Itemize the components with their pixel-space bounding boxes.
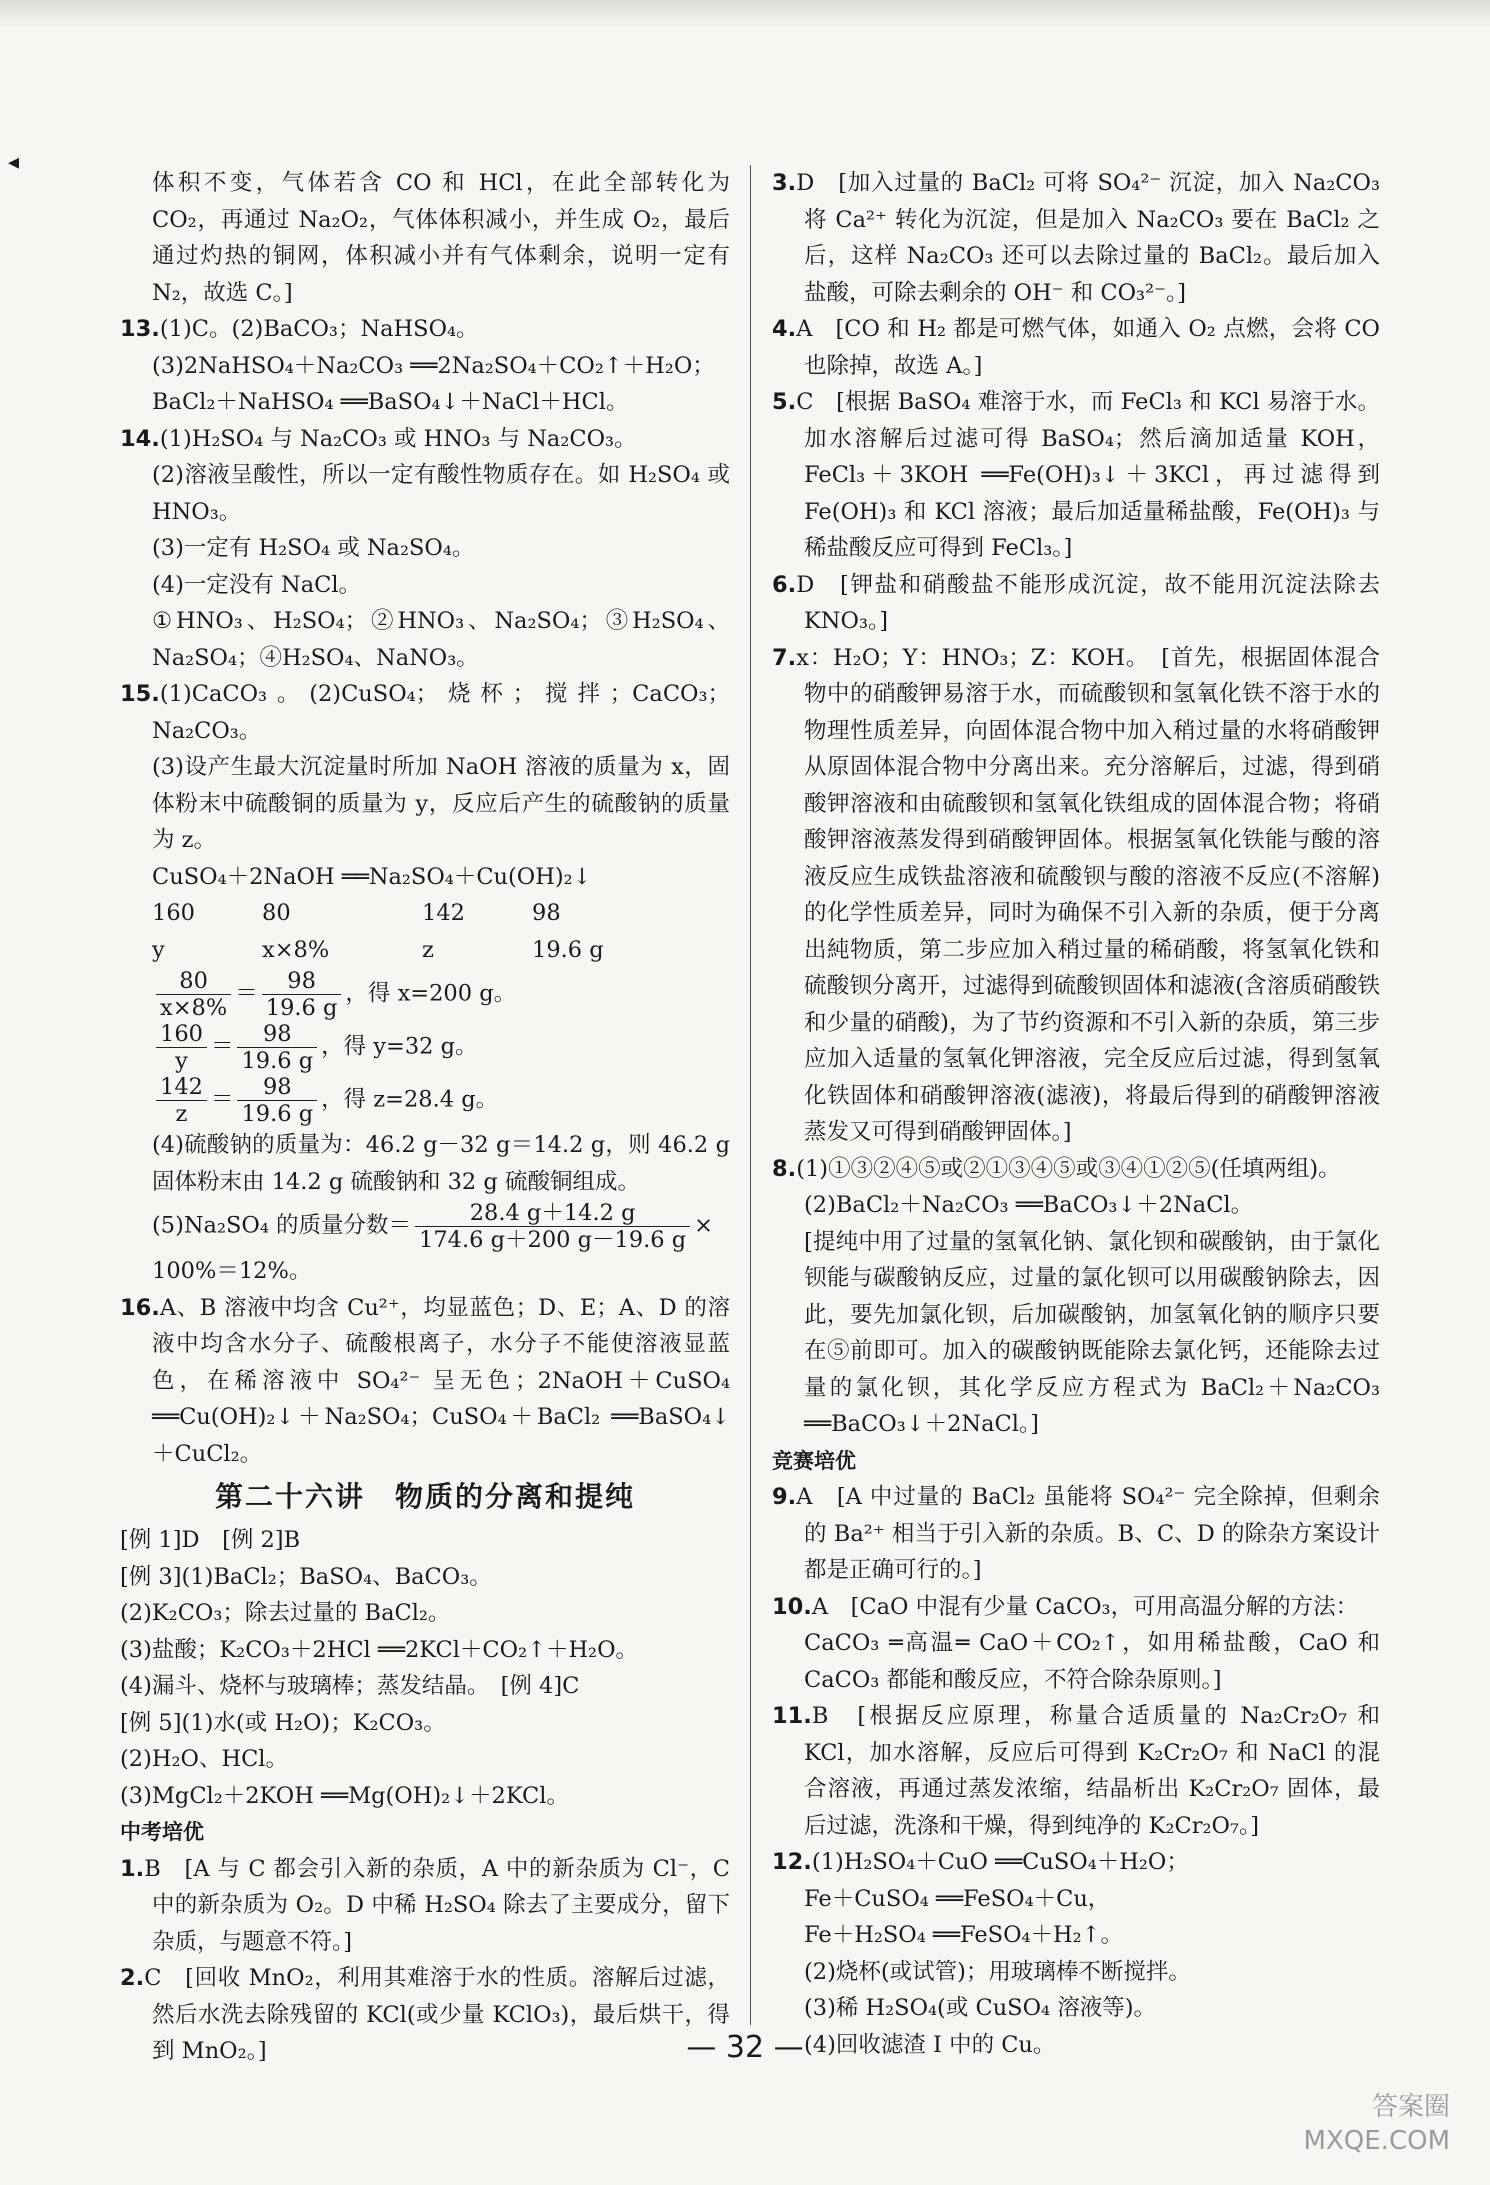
- fraction: $\frac{160}{y}$: [156, 1021, 207, 1074]
- answer-line: (3)一定有 H₂SO₄ 或 Na₂SO₄。: [152, 535, 475, 561]
- answer-number: 15.: [120, 681, 160, 707]
- answer-number: 5.: [772, 389, 797, 415]
- answer-text: (1)CaCO₃。(2)CuSO₄；烧杯；搅拌；CaCO₃；Na₂CO₃。: [152, 681, 730, 744]
- answer-text: A [CO 和 H₂ 都是可燃气体，如通入 O₂ 点燃，会将 CO 也除掉，故选 A。]: [796, 316, 1380, 379]
- subheading-jingsai: 竞赛培优: [772, 1448, 856, 1473]
- answer-text: D [钾盐和硝酸盐不能形成沉淀，故不能用沉淀法除去 KNO₃。]: [796, 571, 1380, 634]
- answer-4: [772, 311, 1380, 384]
- left-column: [120, 165, 730, 2070]
- answer-text: A [A 中过量的 BaCl₂ 虽能将 SO₄²⁻ 完全除掉，但剩余的 Ba²⁺ 相当于引入新的杂质。B、C、D 的除杂方案设计都是正确可行的。]: [796, 1484, 1380, 1583]
- fraction: $\frac{80}{x\times 8\%}$: [156, 968, 231, 1021]
- fraction-result: ，得 y=32 g。: [321, 1033, 478, 1060]
- answer-z1: [120, 1851, 730, 1961]
- fraction-result: ，得 z=28.4 g。: [321, 1086, 499, 1113]
- answer-text: B [A 与 C 都会引入新的杂质，A 中的新杂质为 Cl⁻，C 中的新杂质为 O₂。D 中稀 H₂SO₄ 除去了主要成分，留下杂质，与题意不符。]: [144, 1855, 730, 1955]
- answer-number: 16.: [120, 1294, 160, 1321]
- answer-9: [772, 1479, 1380, 1589]
- fraction: $\frac{98}{19.6 g}$: [237, 1021, 317, 1074]
- answer-11: [772, 1698, 1380, 1844]
- scan-edge: [0, 0, 1490, 28]
- answer-14: [120, 421, 730, 458]
- answer-6: [772, 567, 1380, 640]
- answer-text: D [加入过量的 BaCl₂ 可将 SO₄²⁻ 沉淀，加入 Na₂CO₃ 将 Ca²⁺ 转化为沉淀，但是加入 Na₂CO₃ 要在 BaCl₂ 之后，这样 Na₂CO₃ 还可以去除过量的 BaCl₂。最后加入盐酸，可除去剩余的 OH⁻ 和 CO₃²⁻。]: [796, 170, 1380, 306]
- answer-line: Fe＋H₂SO₄ ══FeSO₄＋H₂↑。: [804, 1922, 1124, 1948]
- answer-number: 14.: [120, 425, 160, 452]
- answer-text: C [根据 BaSO₄ 难溶于水，而 FeCl₃ 和 KCl 易溶于水。加水溶解后过滤可得 BaSO₄；然后滴加适量 KOH，FeCl₃＋3KOH ══Fe(OH)₃↓＋3KCl，再过滤得到 Fe(OH)₃ 和 KCl 溶液；最后加适量稀盐酸，Fe(OH)₃ 与稀盐酸反应可得到 FeCl₃。]: [796, 389, 1380, 561]
- fraction: $\frac{98}{19.6 g}$: [262, 968, 342, 1021]
- fraction-equation-3: $\frac{142}{z}$ ＝ $\frac{98}{19.6 g}$ ，得 z=28.4 g。: [120, 1074, 730, 1127]
- answer-line: BaCl₂＋NaHSO₄ ══BaSO₄↓＋NaCl＋HCl。: [152, 389, 629, 415]
- ratio-cell: y: [152, 936, 165, 963]
- answer-number: 1.: [120, 1855, 145, 1882]
- example-line: [例 3](1)BaCl₂；BaSO₄、BaCO₃。: [120, 1563, 492, 1590]
- answer-line: Fe＋CuSO₄ ══FeSO₄＋Cu，: [804, 1885, 1111, 1912]
- answer-number: 8.: [772, 1155, 797, 1182]
- example-line: [例 5](1)水(或 H₂O)；K₂CO₃。: [120, 1709, 446, 1736]
- margin-arrow-icon: ◂: [8, 150, 20, 175]
- answer-12: [772, 1844, 1380, 1881]
- answer-line: (2)溶液呈酸性，所以一定有酸性物质存在。如 H₂SO₄ 或 HNO₃。: [152, 462, 730, 525]
- ratio-cell: z: [422, 936, 434, 963]
- column-divider: [750, 165, 751, 2025]
- example-line: (4)漏斗、烧杯与玻璃棒；蒸发结晶。 [例 4]C: [120, 1673, 580, 1699]
- answer-line: (3)2NaHSO₄＋Na₂CO₃ ══2Na₂SO₄＋CO₂↑＋H₂O；: [152, 352, 715, 379]
- answer-number: 4.: [772, 316, 797, 342]
- subheading-zhongkao: 中考培优: [120, 1820, 204, 1844]
- answer-line: 100%＝12%。: [152, 1258, 312, 1284]
- answer-number: 2.: [120, 1965, 145, 1991]
- mass-ratio-row: [120, 932, 730, 969]
- ratio-cell: 80: [262, 900, 291, 926]
- answer-line: [提纯中用了过量的氢氧化钠、氯化钡和碳酸钠，由于氯化钡能与碳酸钠反应，过量的氯化钡可以用碳酸钠除去，因此，要先加氯化钡，后加碳酸钠，加氢氧化钠的顺序只要在⑤前即可。加入的碳酸钠既能除去氯化钙，还能除去过量的氯化钡，其化学反应方程式为 BaCl₂＋Na₂CO₃ ══BaCO₃↓＋2NaCl。]: [804, 1228, 1380, 1437]
- answer-line: (2)BaCl₂＋Na₂CO₃ ══BaCO₃↓＋2NaCl。: [804, 1192, 1254, 1218]
- equation: CuSO₄＋2NaOH ══Na₂SO₄＋Cu(OH)₂↓: [152, 863, 592, 890]
- ratio-cell: 19.6 g: [532, 936, 604, 963]
- fraction-result: ，得 x=200 g。: [345, 980, 517, 1007]
- answer-line: (3)设产生最大沉淀量时所加 NaOH 溶液的质量为 x，固体粉末中硫酸铜的质量为 y，反应后产生的硫酸钠的质量为 z。: [152, 754, 730, 853]
- fraction: $\frac{98}{19.6 g}$: [237, 1074, 317, 1127]
- answer-13: [120, 311, 730, 348]
- answer-number: 11.: [772, 1703, 812, 1729]
- answer-number: 9.: [772, 1484, 797, 1510]
- answer-16: [120, 1290, 730, 1473]
- answer-line: (3)稀 H₂SO₄(或 CuSO₄ 溶液等)。: [804, 1995, 1156, 2021]
- example-line: (2)K₂CO₃；除去过量的 BaCl₂。: [120, 1600, 451, 1626]
- fraction: $\frac{28.4 g+14.2 g}{174.6 g+200 g-19.6 g}$: [415, 1200, 690, 1253]
- answer-5: [772, 384, 1380, 567]
- answer-7: [772, 640, 1380, 1151]
- answer-text: A、B 溶液中均含 Cu²⁺，均显蓝色；D、E；A、D 的溶液中均含水分子、硫酸根离子，水分子不能使溶液显蓝色，在稀溶液中 SO₄²⁻ 呈无色；2NaOH＋CuSO₄ ══Cu(OH)₂↓＋Na₂SO₄；CuSO₄＋BaCl₂ ══BaSO₄↓＋CuCl₂。: [152, 1294, 730, 1467]
- answer-number: 13.: [120, 316, 160, 342]
- watermark-line: MXQE.COM: [1303, 2126, 1450, 2156]
- right-column: [772, 165, 1380, 2063]
- answer-number: 12.: [772, 1849, 812, 1875]
- example-line: (3)MgCl₂＋2KOH ══Mg(OH)₂↓＋2KCl。: [120, 1782, 569, 1809]
- answer-text: B [根据反应原理，称量合适质量的 Na₂Cr₂O₇ 和 KCl，加水溶解，反应后可得到 K₂Cr₂O₇ 和 NaCl 的混合溶液，再通过蒸发浓缩，结晶析出 K₂Cr₂O₇ 固体，最后过滤，洗涤和干燥，得到纯净的 K₂Cr₂O₇。]: [804, 1703, 1380, 1839]
- example-line: (2)H₂O、HCl。: [120, 1746, 288, 1772]
- ratio-cell: 98: [532, 900, 561, 926]
- answer-line: CaCO₃ ═高温═ CaO＋CO₂↑，如用稀盐酸，CaO 和 CaCO₃ 都能和酸反应，不符合除杂原则。]: [804, 1630, 1380, 1693]
- answer-number: 3.: [772, 170, 797, 196]
- answer-3: [772, 165, 1380, 311]
- fraction-equation-2: $\frac{160}{y}$ ＝ $\frac{98}{19.6 g}$ ，得 y=32 g。: [120, 1021, 730, 1074]
- answer-number: 6.: [772, 571, 797, 598]
- answer-text: C [回收 MnO₂，利用其难溶于水的性质。溶解后过滤，然后水洗去除残留的 KCl(或少量 KClO₃)，最后烘干，得到 MnO₂。]: [144, 1965, 730, 2064]
- answer-text: (1)H₂SO₄ 与 Na₂CO₃ 或 HNO₃ 与 Na₂CO₃。: [159, 425, 637, 452]
- section-title: 第二十六讲 物质的分离和提纯: [214, 1480, 635, 1513]
- fraction-equation-1: $\frac{80}{x\times 8\%}$ ＝ $\frac{98}{19.6 g}$ ，得 x=200 g。: [120, 968, 730, 1021]
- answer-line: (4)硫酸钠的质量为：46.2 g－32 g＝14.2 g，则 46.2 g 固体粉末由 14.2 g 硫酸钠和 32 g 硫酸铜组成。: [152, 1132, 730, 1195]
- answer-text: (1)C。(2)BaCO₃；NaHSO₄。: [159, 316, 479, 342]
- answer-line: (4)回收滤渣 Ⅰ 中的 Cu。: [804, 2031, 1056, 2058]
- answer-12-continued: 体积不变，气体若含 CO 和 HCl，在此全部转化为 CO₂，再通过 Na₂O₂，气体体积减小，并生成 O₂，最后通过灼热的铜网，体积减小并有气体剩余，说明一定有 N₂，故选 C。]: [152, 170, 730, 306]
- answer-text: x：H₂O；Y：HNO₃；Z：KOH。 [首先，根据固体混合物中的硝酸钾易溶于水，而硫酸钡和氢氧化铁不溶于水的物理性质差异，向固体混合物中加入稍过量的水将硝酸钾从原固体混合物中分离出来。充分溶解后，过滤，得到硝酸钾溶液和由硫酸钡和氢氧化铁组成的固体混合物；将硝酸钾溶液蒸发得到硝酸钾固体。根据氢氧化铁能与酸的溶液反应生成铁盐溶液和硫酸钡与酸的溶液不反应(不溶解)的化学性质差异，同时为确保不引入新的杂质，便于分离出純物质，第二步应加入稍过量的稀硝酸，将氢氧化铁和硫酸钡分离开，过滤得到硫酸钡固体和滤液(含溶质硝酸铁和少量的硝酸)，为了节约资源和不引入新的杂质，第三步应加入适量的氢氧化钾溶液，完全反应后过滤，得到氢氧化铁固体和硝酸钾溶液(滤液)，将最后得到的硝酸钾溶液蒸发又可得到硝酸钾固体。]: [796, 644, 1380, 1145]
- answer-line: ①HNO₃、H₂SO₄；②HNO₃、Na₂SO₄；③H₂SO₄、Na₂SO₄；④H₂SO₄、NaNO₃。: [152, 608, 730, 671]
- answer-text: (1)①③②④⑤或②①③④⑤或③④①②⑤(任填两组)。: [796, 1155, 1341, 1182]
- example-line: [例 1]D [例 2]B: [120, 1527, 301, 1553]
- mass-fraction-equation: (5)Na₂SO₄ 的质量分数＝ $\frac{28.4 g+14.2 g}{174.6 g+200 g-19.6 g}$ ×: [152, 1200, 714, 1253]
- answer-15: [120, 676, 730, 749]
- ratio-cell: 160: [152, 900, 195, 926]
- answer-number: 7.: [772, 644, 797, 671]
- ratio-cell: 142: [422, 900, 465, 926]
- example-line: (3)盐酸；K₂CO₃＋2HCl ══2KCl＋CO₂↑＋H₂O。: [120, 1636, 639, 1663]
- ratio-cell: x×8%: [262, 936, 330, 963]
- page-number: — 32 —: [686, 2030, 804, 2065]
- answer-10: [772, 1589, 1380, 1626]
- answer-line: (4)一定没有 NaCl。: [152, 571, 362, 598]
- fraction: $\frac{142}{z}$: [156, 1074, 207, 1127]
- answer-line: (2)烧杯(或试管)；用玻璃棒不断搅拌。: [804, 1958, 1191, 1985]
- answer-number: 10.: [772, 1593, 812, 1620]
- answer-text: (1)H₂SO₄＋CuO ══CuSO₄＋H₂O；: [811, 1849, 1189, 1875]
- answer-8: [772, 1151, 1380, 1188]
- watermark-line: 答案圈: [1371, 2092, 1450, 2122]
- watermark-logo: [1304, 2090, 1450, 2158]
- answer-text: A [CaO 中混有少量 CaCO₃，可用高温分解的方法：: [811, 1593, 1359, 1620]
- mass-ratio-row: [120, 895, 730, 932]
